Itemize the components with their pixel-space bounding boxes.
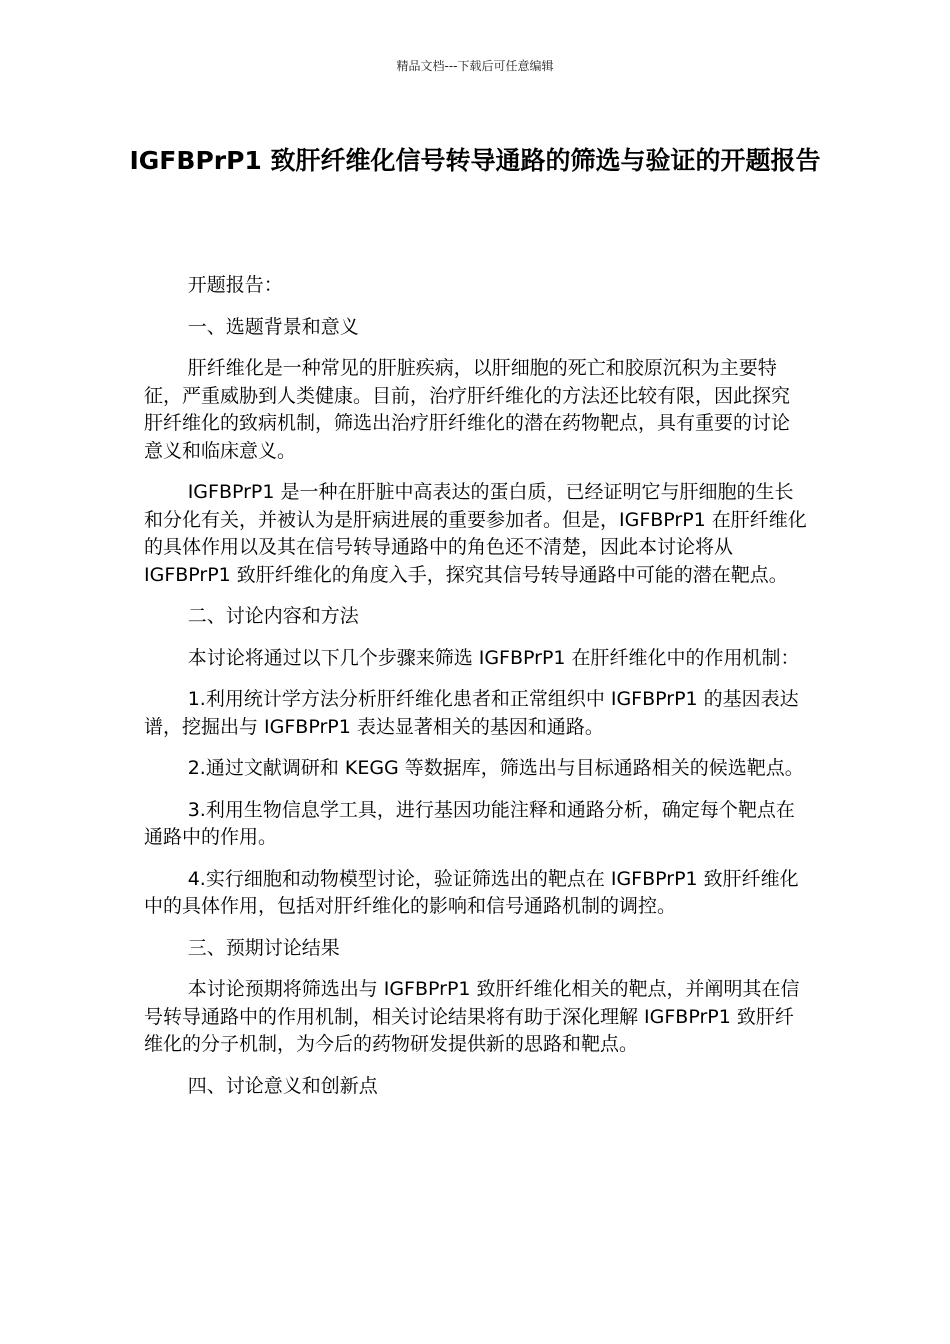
section-heading-expected-results: 三、预期讨论结果 [187, 936, 340, 959]
list-item-step-4: 4.实行细胞和动物模型讨论，验证筛选出的靶点在 IGFBPrP1 致肝纤维化中的具体作用，包括对肝纤维化的影响和信号通路机制的调控。 [144, 867, 799, 917]
list-item-step-2: 2.通过文献调研和 KEGG 等数据库，筛选出与目标通路相关的候选靶点。 [187, 757, 804, 779]
page-header-note: 精品文档---下载后可任意编辑 [396, 59, 554, 73]
section-heading-methods: 二、讨论内容和方法 [187, 605, 359, 627]
paragraph-igfbprp1-intro: IGFBPrP1 是一种在肝脏中高表达的蛋白质，已经证明它与肝细胞的生长和分化有关，并被认为是肝病进展的重要参加者。但是，IGFBPrP1 在肝纤维化的具体作用以及其在信号转导通路中的角色还不清楚，因此本讨论将从 IGFBPrP1 致肝纤维化的角度入手，探究其信号转导通路中可能的潜在靶点。 [144, 481, 807, 586]
list-item-step-1: 1.利用统计学方法分析肝纤维化患者和正常组织中 IGFBPrP1 的基因表达谱，挖掘出与 IGFBPrP1 表达显著相关的基因和通路。 [144, 688, 799, 738]
list-item-step-3: 3.利用生物信息学工具，进行基因功能注释和通路分析，确定每个靶点在通路中的作用。 [144, 798, 795, 848]
paragraph-report-label: 开题报告： [187, 274, 283, 296]
paragraph-methods-intro: 本讨论将通过以下几个步骤来筛选 IGFBPrP1 在肝纤维化中的作用机制： [187, 646, 800, 669]
document-title: IGFBPrP1 致肝纤维化信号转导通路的筛选与验证的开题报告 [129, 146, 821, 175]
paragraph-expected-results: 本讨论预期将筛选出与 IGFBPrP1 致肝纤维化相关的靶点，并阐明其在信号转导通路中的作用机制，相关讨论结果将有助于深化理解 IGFBPrP1 致肝纤维化的分子机制，为今后的药物研发提供新的思路和靶点。 [144, 978, 800, 1055]
paragraph-background: 肝纤维化是一种常见的肝脏疾病，以肝细胞的死亡和胶原沉积为主要特征，严重威胁到人类健康。目前，治疗肝纤维化的方法还比较有限，因此探究肝纤维化的致病机制，筛选出治疗肝纤维化的潜在药物靶点，具有重要的讨论意义和临床意义。 [144, 357, 791, 462]
section-heading-background: 一、选题背景和意义 [187, 315, 359, 338]
document-body [144, 272, 808, 1114]
section-heading-significance: 四、讨论意义和创新点 [187, 1074, 378, 1097]
